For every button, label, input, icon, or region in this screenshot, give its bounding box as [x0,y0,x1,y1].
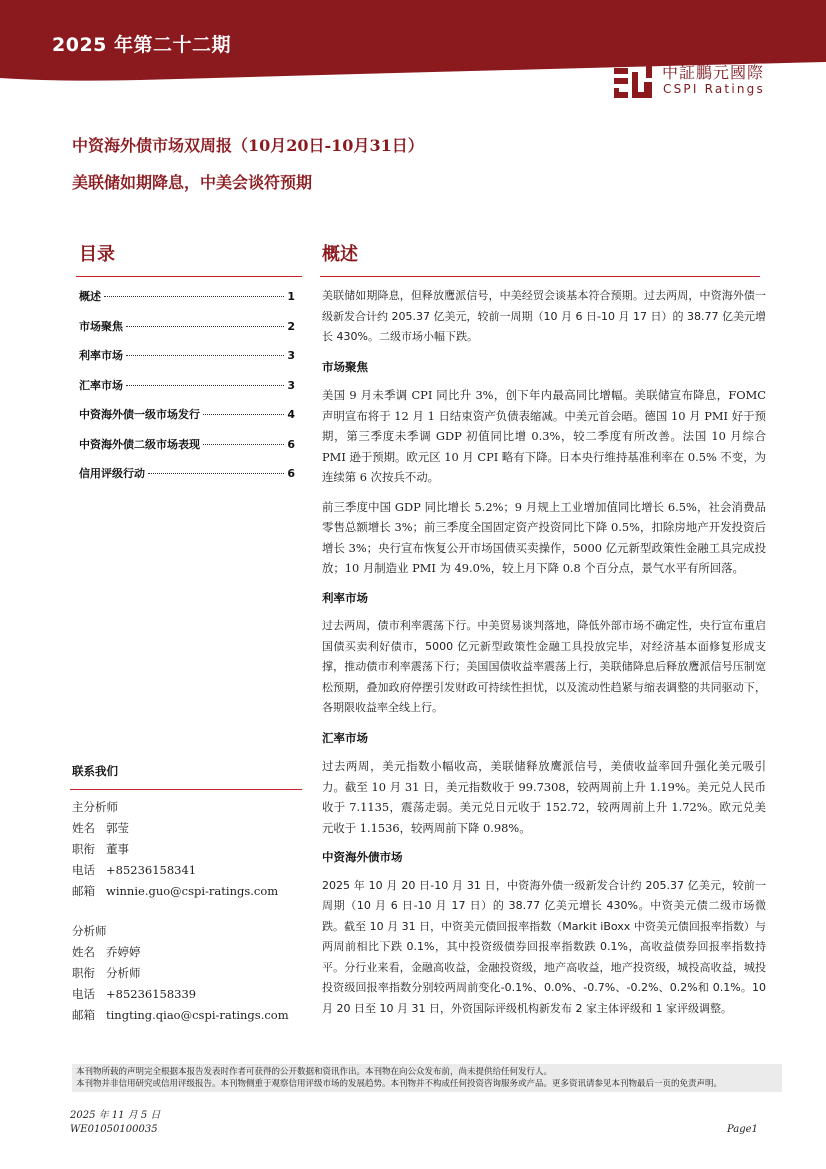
contact-heading: 联系我们 [72,764,118,778]
toc-divider [76,276,302,277]
disclaimer-box [72,1064,782,1092]
section-paragraph: 美国 9 月未季调 CPI 同比升 3%，创下年内最高同比增幅。美联储宣布降息，FOMC 声明宣布将于 12 月 1 日结束资产负债表缩减。中美元首会晤。德国 10 月 PMI 好于预期，第三季度未季调 GDP 初值同比增 0.3%，较二季度有所改善。法国 10 月综合 PMI 逊于预期。欧元区 10 月 CPI 略有下降。日本央行维持基准利率在 0.5% 不变，为连续第 6 次按兵不动。 [322,388,766,484]
toc-leader-dots [104,296,284,297]
toc-item-page: 1 [287,290,295,303]
table-of-contents [79,288,295,495]
toc-leader-dots [126,385,284,386]
toc-item-secondary-market[interactable] [79,436,295,466]
field-label: 职衔 [72,966,95,980]
toc-leader-dots [203,414,284,415]
section-paragraph: 过去两周，债市利率震荡下行。中美贸易谈判落地，降低外部市场不确定性，央行宣布重启国债买卖利好债市，5000 亿元新型政策性金融工具投放完毕，对经济基本面修复形成支撑，推动债市利率震荡下行；美国国债收益率震荡上行，美联储降息后释放鹰派信号压制宽松预期，叠加政府停摆引发财政可持续性担忧，以及流动性趋紧与缩表调整的共同驱动下，各期限收益率全线上行。 [322,619,766,714]
overview-body [322,286,766,1028]
logo-english-name: CSPI Ratings [663,82,765,96]
field-label: 电话 [72,863,95,877]
contact-name: 乔婷婷 [106,945,141,959]
toc-item-page: 2 [287,319,295,333]
section-paragraph: 2025 年 10 月 20 日-10 月 31 日，中资海外债一级新发合计约 205.37 亿美元，较前一周期（10 月 6 日-10 月 17 日）的 38.77 亿美元增长 430%。中资美元债二级市场微跌。截至 10 月 31 日，中资美元债回报率指数（Markit iBoxx 中资美元债回报率指数）与两周前相比下跌 0.1%，其中投资级债券回报率指数跌 0.1%，高收益债券回报率指数持平。分行业来看，金融高收益，金融投资级，地产高收益，地产投资级，城投高收益，城投投资级回报率指数分别较两周前变化-0.1%、0.0%、-0.7%、-0.2%、0.2%和 0.1%。10 月 20 日至 10 月 31 日，外资国际评级机构新发布 2 家主体评级和 1 家评级调整。 [322,878,766,1015]
contact-name-row [72,818,289,839]
toc-item-rate-market[interactable] [79,347,295,377]
toc-leader-dots [126,326,284,327]
contact-email-row [72,1005,289,1026]
contact-divider [70,789,302,790]
field-label: 职衔 [72,842,95,856]
spacer [72,902,289,921]
toc-item-label: 中资海外债一级市场发行 [79,408,200,421]
section-paragraph: 过去两周，美元指数小幅收高，美联储释放鹰派信号，美债收益率回升强化美元吸引力。截至 10 月 31 日，美元指数收于 99.7308，较两周前上升 1.19%。美元兑人民币收于 7.1135，震荡走弱。美元兑日元收于 152.72，较两周前上升 1.72%。欧元兑美元收于 1.1536，较两周前下降 0.98%。 [322,759,766,835]
section-heading-market-focus: 市场聚焦 [322,359,368,374]
contact-list [72,797,289,1026]
logo-chinese-name: 中証鵬元國際 [662,63,765,82]
overview-intro: 美联储如期降息，但释放鹰派信号，中美经贸会谈基本符合预期。过去两周，中资海外债一级新发合计约 205.37 亿美元，较前一周期（10 月 6 日-10 月 17 日）的 38.77 亿美元增长 430%。二级市场小幅下跌。 [322,289,766,343]
contact-phone[interactable]: +85236158341 [106,863,197,877]
toc-item-overview[interactable] [79,288,295,318]
toc-item-label: 中资海外债二级市场表现 [79,437,200,451]
field-label: 姓名 [72,821,95,835]
toc-item-label: 概述 [79,290,101,303]
field-label: 姓名 [72,945,95,959]
contact-role: 分析师 [72,924,107,938]
field-label: 邮箱 [72,1008,95,1022]
issue-label: 2025 年第二十二期 [52,34,231,56]
report-subtitle: 美联储如期降息，中美会谈符预期 [72,173,313,192]
logo-mark-icon [614,58,652,98]
contact-title-row [72,839,289,860]
contact-phone-row [72,984,289,1005]
toc-leader-dots [148,473,284,474]
contact-phone-row [72,860,289,881]
toc-leader-dots [126,355,284,356]
field-label: 电话 [72,987,95,1001]
toc-item-page: 6 [287,467,295,480]
contact-name: 郭莹 [106,821,129,835]
toc-item-market-focus[interactable] [79,318,295,348]
toc-item-fx-market[interactable] [79,377,295,407]
contact-title-row [72,963,289,984]
overview-divider [320,276,760,277]
contact-title: 董事 [106,842,129,856]
section-paragraph: 前三季度中国 GDP 同比增长 5.2%；9 月规上工业增加值同比增长 6.5%，社会消费品零售总额增长 3%；前三季度全国固定资产投资同比下降 0.5%，扣除房地产开发投资后增长 3%；央行宣布恢复公开市场国债买卖操作，5000 亿元新型政策性金融工具完成投放；10 月制造业 PMI 为 49.0%，较上月下降 0.8 个百分点，景气水平有所回落。 [322,499,766,575]
overview-heading: 概述 [322,244,358,265]
toc-item-rating-actions[interactable] [79,465,295,495]
contact-email-row [72,881,289,902]
contact-title: 分析师 [106,966,141,980]
toc-item-page: 4 [287,408,295,421]
toc-item-label: 利率市场 [79,349,123,362]
toc-item-page: 6 [287,437,295,451]
contact-email-link[interactable]: tingting.qiao@cspi-ratings.com [106,1008,289,1022]
toc-item-page: 3 [287,349,295,362]
toc-heading: 目录 [79,244,115,265]
field-label: 邮箱 [72,884,95,898]
toc-leader-dots [203,444,284,445]
toc-item-primary-market[interactable] [79,406,295,436]
disclaimer-line: 本刊物所载的声明完全根据本报告发表时作者可获得的公开数据和资讯作出。本刊物在向公众发布前，尚未提供给任何发行人。 [76,1067,553,1077]
toc-item-page: 3 [287,378,295,392]
section-heading-rate-market: 利率市场 [322,590,368,605]
toc-item-label: 信用评级行动 [79,467,145,480]
contact-name-row [72,942,289,963]
document-code: WE01050100035 [70,1124,158,1135]
page-number: Page1 [727,1124,758,1135]
report-title: 中资海外债市场双周报（10月20日-10月31日） [72,136,424,155]
disclaimer-line: 本刊物并非信用研究或信用评级报告。本刊物侧重于观察信用评级市场的发展趋势。本刊物并不构成任何投资咨询服务或产品。更多资讯请参见本刊物最后一页的免责声明。 [76,1079,723,1089]
section-heading-offshore-bond-market: 中资海外债市场 [322,850,403,864]
contact-phone[interactable]: +85236158339 [106,987,197,1001]
contact-email-link[interactable]: winnie.guo@cspi-ratings.com [106,884,279,898]
publish-date: 2025 年 11 月 5 日 [70,1110,161,1121]
company-logo [614,58,794,100]
toc-item-label: 市场聚焦 [79,319,123,333]
section-heading-fx-market: 汇率市场 [322,730,368,745]
contact-role: 主分析师 [72,800,118,814]
toc-item-label: 汇率市场 [79,378,123,392]
